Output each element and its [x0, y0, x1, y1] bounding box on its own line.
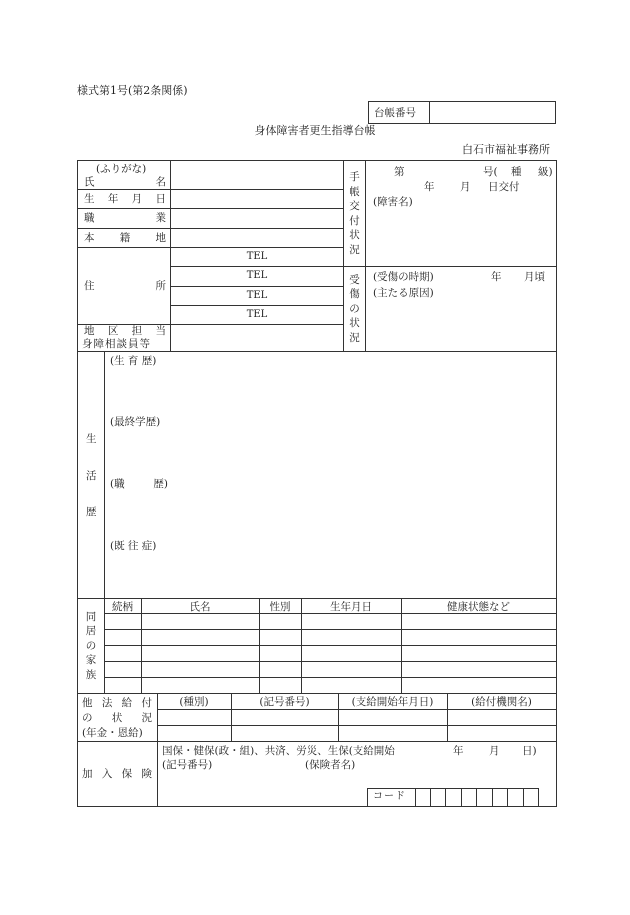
- benefits-label-3: (年金・恩給): [82, 727, 143, 739]
- furigana-label: (ふりがな): [96, 163, 147, 175]
- family-header-health: 健康状態など: [447, 601, 510, 613]
- domicile-label: 本 籍 地: [84, 232, 166, 244]
- benefits-label-1: 他 法 給 付: [82, 697, 152, 709]
- tel-label-3: TEL: [246, 290, 268, 301]
- form-number: 様式第1号(第2条関係): [77, 84, 188, 97]
- handbook-number-line: 第 号( 種 級): [394, 166, 553, 178]
- family-header-relation: 続柄: [112, 601, 133, 613]
- insurer-name-label: (保険者名): [305, 759, 356, 771]
- occupation-label: 職 業: [84, 212, 166, 224]
- office-name: 白石市福祉事務所: [462, 143, 550, 156]
- injury-time-month: 月頃: [524, 271, 545, 283]
- insurance-start-day: 日): [522, 745, 537, 757]
- insurance-start-month: 月: [489, 745, 500, 757]
- career-label: (職 歴): [110, 478, 168, 490]
- code-label: コード: [373, 791, 406, 802]
- insurance-types: 国保・健保(政・組)、共済、労災、生保(支給開始: [162, 745, 395, 757]
- insurance-number-label: (記号番号): [162, 759, 213, 771]
- life-history-char-2: 活: [86, 470, 97, 482]
- injury-time-year: 年: [491, 271, 502, 283]
- name-field[interactable]: [172, 162, 342, 188]
- family-header-name: 氏名: [189, 601, 211, 613]
- benefits-header-number: (記号番号): [259, 696, 310, 708]
- family-header-birthdate: 生年月日: [330, 601, 372, 613]
- life-history-char-1: 生: [86, 433, 97, 445]
- domicile-field[interactable]: [172, 230, 342, 246]
- address-label: 住 所: [84, 280, 166, 292]
- tel-label-2: TEL: [246, 270, 268, 281]
- tel-label-1: TEL: [246, 251, 268, 262]
- past-illness-label: (既 往 症): [110, 540, 157, 552]
- injury-time-label: (受傷の時期): [373, 271, 434, 283]
- injury-cause-label: (主たる原因): [373, 287, 434, 299]
- ledger-number-label: 台帳番号: [374, 107, 416, 119]
- disability-name-label: (障害名): [373, 196, 413, 208]
- tel-label-4: TEL: [246, 309, 268, 320]
- education-label: (最終学歴): [110, 416, 161, 428]
- handbook-status-label: 手 帳 交 付 状 況: [349, 171, 360, 256]
- district-contact-field[interactable]: [172, 326, 342, 350]
- district-contact-label-2: 身障相談員等: [82, 338, 151, 350]
- benefits-header-start-date: (支給開始年月日): [351, 696, 434, 708]
- name-label: 氏 名: [84, 176, 166, 188]
- birthdate-field[interactable]: [172, 191, 342, 207]
- life-history-char-3: 歴: [86, 506, 97, 518]
- family-label: 同 居 の 家 族: [85, 610, 97, 681]
- code-input[interactable]: [416, 789, 538, 805]
- benefits-label-2: の 状 況: [82, 712, 152, 724]
- benefits-header-agency: (給付機関名): [471, 696, 532, 708]
- insurance-label: 加 入 保 険: [82, 768, 152, 780]
- district-contact-label: 地 区 担 当: [84, 325, 166, 337]
- insurance-start-year: 年: [453, 745, 464, 757]
- benefits-header-type: (種別): [179, 696, 209, 708]
- handbook-issue-date: 年 月 日交付: [424, 181, 520, 193]
- occupation-field[interactable]: [172, 210, 342, 226]
- growth-history-label: (生 育 歴): [110, 355, 157, 367]
- family-header-sex: 性別: [269, 601, 291, 613]
- injury-status-label: 受 傷 の 状 況: [349, 273, 360, 344]
- birthdate-label: 生 年 月 日: [84, 193, 166, 205]
- form-title: 身体障害者更生指導台帳: [254, 124, 376, 137]
